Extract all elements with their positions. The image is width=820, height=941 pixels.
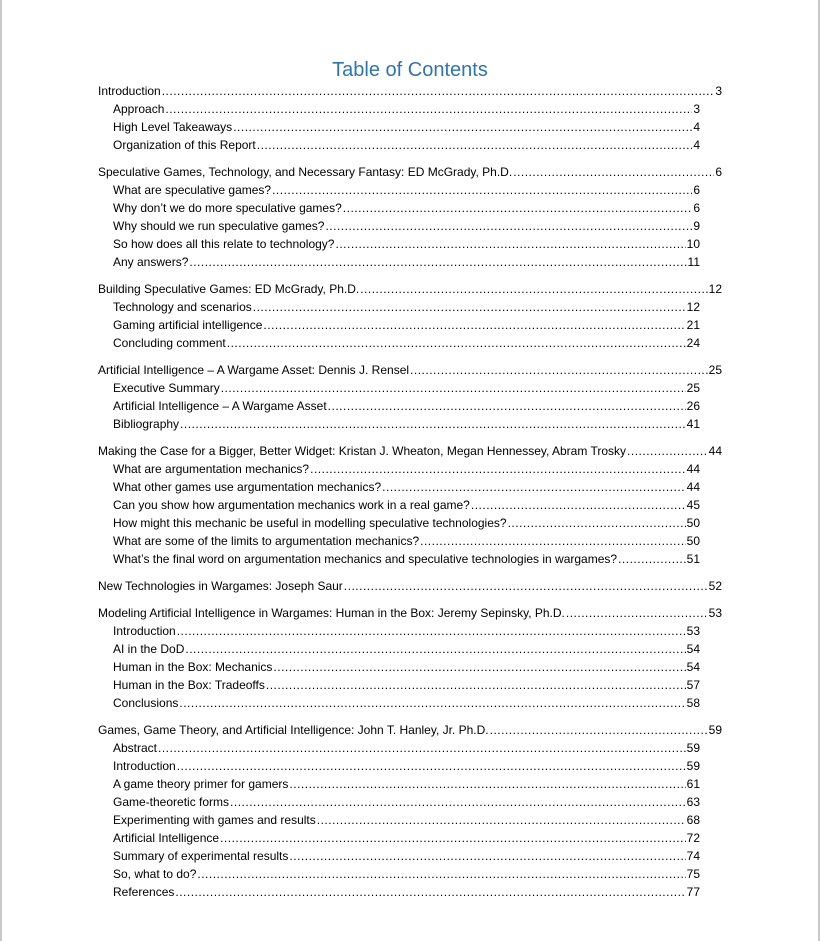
toc-subentry[interactable]	[113, 415, 700, 433]
toc-subentry[interactable]	[113, 514, 700, 532]
entry-title: Game-theoretic forms	[113, 795, 230, 809]
entry-title: Technology and scenarios	[113, 300, 252, 314]
toc-entry[interactable]	[98, 577, 722, 595]
dot-leader	[253, 298, 686, 316]
toc-section	[98, 361, 722, 433]
toc-subentry[interactable]	[113, 532, 700, 550]
dot-leader	[310, 460, 686, 478]
page-number: 51	[686, 552, 700, 566]
dot-leader	[490, 721, 708, 739]
dot-leader	[165, 100, 692, 118]
page-number: 53	[708, 606, 722, 620]
entry-title: Games, Game Theory, and Artificial Intelligence: John T. Hanley, Jr. Ph.D.	[98, 723, 489, 737]
toc-subentry[interactable]	[113, 793, 700, 811]
dot-leader	[360, 280, 707, 298]
entry-title: Approach	[113, 102, 165, 116]
entry-title: Introduction	[113, 759, 176, 773]
entry-title: Bibliography	[113, 417, 180, 431]
entry-title: Can you show how argumentation mechanics work in a real game?	[113, 498, 470, 512]
entry-title: Executive Summary	[113, 381, 220, 395]
dot-leader	[289, 847, 685, 865]
toc-section	[98, 604, 722, 712]
page-number: 9	[693, 219, 700, 233]
toc-subentry[interactable]	[113, 235, 700, 253]
page-number: 44	[708, 444, 722, 458]
entry-title: So how does all this relate to technology?	[113, 237, 335, 251]
dot-leader	[220, 829, 686, 847]
entry-title: Modeling Artificial Intelligence in Wargames: Human in the Box: Jeremy Sepinsky, Ph.D.	[98, 606, 565, 620]
dot-leader	[158, 739, 686, 757]
page-number: 61	[686, 777, 700, 791]
entry-title: What are some of the limits to argumentation mechanics?	[113, 534, 420, 548]
page-number: 25	[708, 363, 722, 377]
page-number: 4	[693, 138, 700, 152]
dot-leader	[233, 118, 692, 136]
toc-subentry[interactable]	[113, 640, 700, 658]
toc-entry[interactable]	[98, 442, 722, 460]
entry-title: A game theory primer for gamers	[113, 777, 289, 791]
toc-subentry[interactable]	[113, 550, 700, 568]
entry-title: What’s the final word on argumentation mechanics and speculative technologies in wargames?	[113, 552, 618, 566]
entry-title: Conclusions	[113, 696, 179, 710]
page-number: 11	[687, 255, 700, 269]
dot-leader	[230, 793, 686, 811]
toc-section	[98, 82, 722, 154]
dot-leader	[189, 253, 686, 271]
page-number: 54	[686, 642, 700, 656]
page-number: 63	[686, 795, 700, 809]
page-number: 50	[686, 516, 700, 530]
page-number: 3	[693, 102, 700, 116]
page-number: 6	[715, 165, 722, 179]
page-number: 44	[686, 462, 700, 476]
toc-subentry[interactable]	[113, 496, 700, 514]
entry-title: New Technologies in Wargames: Joseph Saur	[98, 579, 343, 593]
toc-entry[interactable]	[98, 604, 722, 622]
page-number: 75	[686, 867, 700, 881]
entry-title: Why should we run speculative games?	[113, 219, 325, 233]
entry-title: Gaming artificial intelligence	[113, 318, 263, 332]
toc-subentry[interactable]	[113, 397, 700, 415]
page-number: 10	[686, 237, 700, 251]
toc-section	[98, 280, 722, 352]
dot-leader	[508, 514, 686, 532]
toc-subentry[interactable]	[113, 757, 700, 775]
entry-title: Abstract	[113, 741, 158, 755]
toc-subentry[interactable]	[113, 739, 700, 757]
entry-title: Building Speculative Games: ED McGrady, Ph.D.	[98, 282, 360, 296]
page-number: 53	[686, 624, 700, 638]
page-number: 24	[686, 336, 700, 350]
page-number: 6	[693, 183, 700, 197]
entry-title: Why don’t we do more speculative games?	[113, 201, 342, 215]
entry-title: Any answers?	[113, 255, 189, 269]
entry-title: Organization of this Report	[113, 138, 256, 152]
entry-title: Introduction	[113, 624, 176, 638]
toc-subentry[interactable]	[113, 676, 700, 694]
page-number: 52	[708, 579, 722, 593]
entry-title: Experimenting with games and results	[113, 813, 316, 827]
dot-leader	[344, 577, 708, 595]
toc-subentry[interactable]	[113, 379, 700, 397]
dot-leader	[618, 550, 686, 568]
entry-title: Introduction	[98, 84, 161, 98]
toc-title: Table of Contents	[332, 59, 488, 82]
toc-subentry[interactable]	[113, 181, 700, 199]
table-of-contents	[98, 82, 722, 910]
dot-leader	[177, 757, 686, 775]
page-number: 58	[686, 696, 700, 710]
dot-leader	[566, 604, 708, 622]
toc-subentry[interactable]	[113, 334, 700, 352]
toc-subentry[interactable]	[113, 199, 700, 217]
toc-section	[98, 442, 722, 568]
dot-leader	[289, 775, 685, 793]
toc-subentry[interactable]	[113, 658, 700, 676]
toc-subentry[interactable]	[113, 316, 700, 334]
dot-leader	[266, 676, 686, 694]
toc-subentry[interactable]	[113, 622, 700, 640]
page-number: 72	[686, 831, 700, 845]
entry-title: Making the Case for a Bigger, Better Widget: Kristan J. Wheaton, Megan Hennessey, Abram Trosky	[98, 444, 627, 458]
dot-leader	[343, 199, 693, 217]
dot-leader	[185, 640, 685, 658]
entry-title: What other games use argumentation mechanics?	[113, 480, 382, 494]
toc-subentry[interactable]	[113, 883, 700, 901]
entry-title: Human in the Box: Tradeoffs	[113, 678, 265, 692]
toc-subentry[interactable]	[113, 478, 700, 496]
entry-title: How might this mechanic be useful in modelling speculative technologies?	[113, 516, 507, 530]
toc-section	[98, 577, 722, 595]
entry-title: Summary of experimental results	[113, 849, 289, 863]
page-number: 44	[686, 480, 700, 494]
dot-leader	[513, 163, 714, 181]
entry-title: Artificial Intelligence – A Wargame Asset	[113, 399, 327, 413]
toc-subentry[interactable]	[113, 865, 700, 883]
dot-leader	[272, 181, 692, 199]
page-number: 25	[686, 381, 700, 395]
entry-title: AI in the DoD	[113, 642, 185, 656]
entry-title: High Level Takeaways	[113, 120, 233, 134]
page-number: 12	[708, 282, 722, 296]
entry-title: References	[113, 885, 175, 899]
page-number: 74	[686, 849, 700, 863]
entry-title: So, what to do?	[113, 867, 197, 881]
dot-leader	[627, 442, 708, 460]
toc-subentry[interactable]	[113, 253, 700, 271]
page-number: 57	[686, 678, 700, 692]
page-number: 59	[708, 723, 722, 737]
page-number: 4	[693, 120, 700, 134]
toc-entry[interactable]	[98, 361, 722, 379]
page-number: 26	[686, 399, 700, 413]
dot-leader	[328, 397, 686, 415]
dot-leader	[410, 361, 708, 379]
toc-subentry[interactable]	[113, 100, 700, 118]
page-number: 59	[686, 741, 700, 755]
page-number: 77	[686, 885, 700, 899]
entry-title: What are speculative games?	[113, 183, 272, 197]
page-number: 54	[686, 660, 700, 674]
toc-entry[interactable]	[98, 82, 722, 100]
toc-subentry[interactable]	[113, 694, 700, 712]
entry-title: Speculative Games, Technology, and Necessary Fantasy: ED McGrady, Ph.D.	[98, 165, 513, 179]
toc-entry[interactable]	[98, 721, 722, 739]
dot-leader	[382, 478, 685, 496]
toc-subentry[interactable]	[113, 298, 700, 316]
dot-leader	[420, 532, 686, 550]
page-number: 6	[693, 201, 700, 215]
dot-leader	[177, 622, 686, 640]
toc-subentry[interactable]	[113, 829, 700, 847]
toc-subentry[interactable]	[113, 217, 700, 235]
page-number: 45	[686, 498, 700, 512]
dot-leader	[180, 415, 686, 433]
page-number: 41	[686, 417, 700, 431]
dot-leader	[221, 379, 686, 397]
page-number: 3	[715, 84, 722, 98]
toc-section	[98, 163, 722, 271]
toc-subentry[interactable]	[113, 775, 700, 793]
toc-subentry[interactable]	[113, 460, 700, 478]
entry-title: Artificial Intelligence	[113, 831, 220, 845]
dot-leader	[317, 811, 686, 829]
entry-title: What are argumentation mechanics?	[113, 462, 310, 476]
toc-entry[interactable]	[98, 280, 722, 298]
toc-subentry[interactable]	[113, 118, 700, 136]
dot-leader	[175, 883, 685, 901]
dot-leader	[335, 235, 685, 253]
page-number: 68	[686, 813, 700, 827]
entry-title: Concluding comment	[113, 336, 226, 350]
page-number: 12	[686, 300, 700, 314]
toc-subentry[interactable]	[113, 847, 700, 865]
dot-leader	[227, 334, 686, 352]
entry-title: Human in the Box: Mechanics	[113, 660, 273, 674]
toc-subentry[interactable]	[113, 136, 700, 154]
dot-leader	[325, 217, 692, 235]
toc-entry[interactable]	[98, 163, 722, 181]
dot-leader	[197, 865, 685, 883]
page-number: 21	[686, 318, 700, 332]
page-number: 50	[686, 534, 700, 548]
dot-leader	[257, 136, 693, 154]
dot-leader	[162, 82, 715, 100]
dot-leader	[179, 694, 685, 712]
toc-section	[98, 721, 722, 901]
toc-subentry[interactable]	[113, 811, 700, 829]
dot-leader	[471, 496, 686, 514]
entry-title: Artificial Intelligence – A Wargame Asset: Dennis J. Rensel	[98, 363, 410, 377]
page-number: 59	[686, 759, 700, 773]
dot-leader	[273, 658, 685, 676]
dot-leader	[263, 316, 685, 334]
